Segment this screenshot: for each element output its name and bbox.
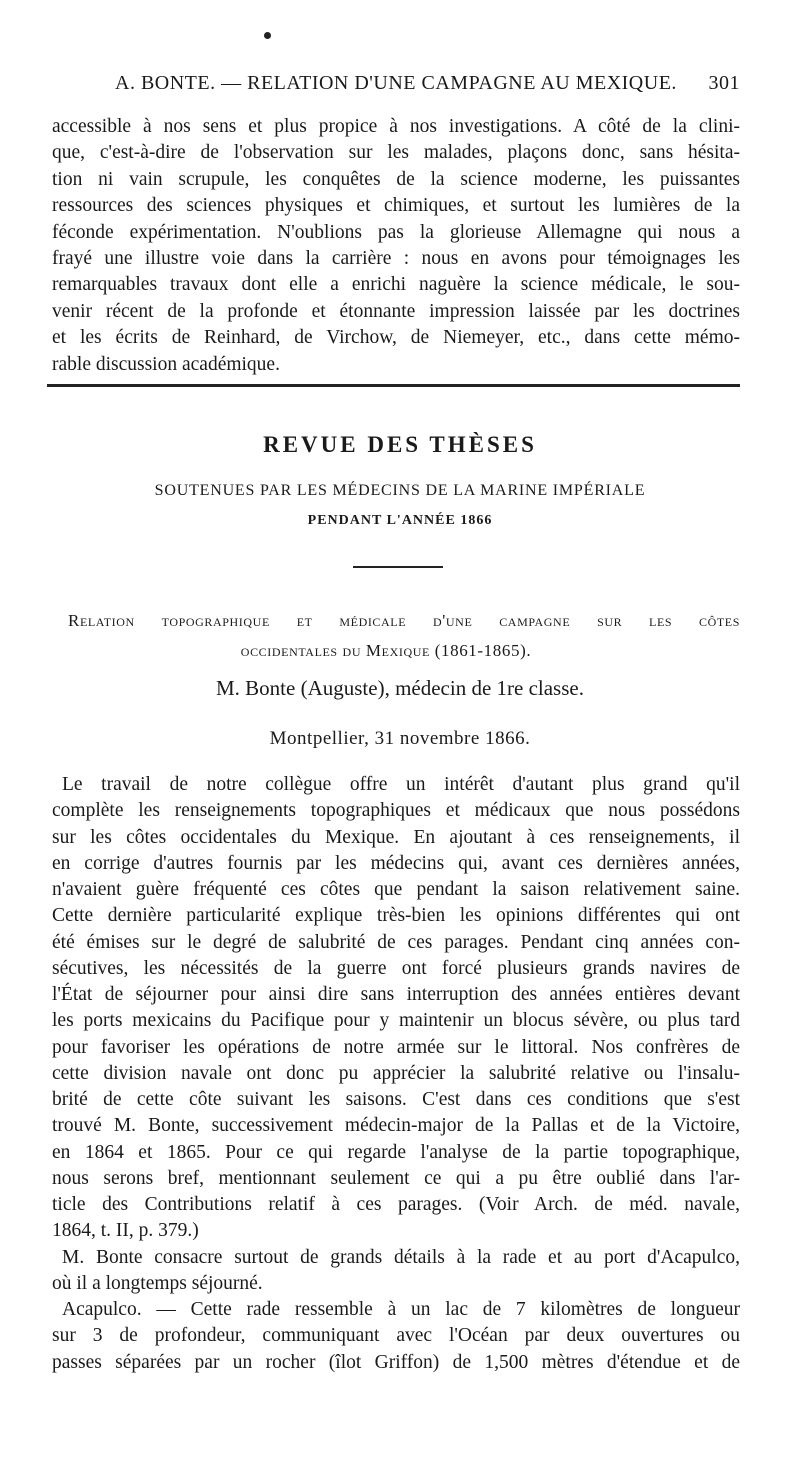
text-line: en corrige d'autres fournis par les médecins qui, avant ces dernières années, (52, 852, 740, 874)
section-title: REVUE DES THÈSES (263, 432, 537, 457)
text-line: Cette dernière particularité explique très-bien les opinions différentes qui ont (52, 905, 740, 927)
text-line: où il a longtemps séjourné. (52, 1272, 263, 1294)
text-line: frayé une illustre voie dans la carrière : nous en avons pour témoignages les (52, 248, 740, 270)
article-body (52, 772, 740, 1376)
text-line: été émises sur le degré de salubrité de ces parages. Pendant cinq années con- (52, 931, 740, 953)
text-line: ticle des Contributions relatif à ces parages. (Voir Arch. de méd. navale, (52, 1194, 740, 1215)
text-line: rable discussion académique. (52, 353, 280, 375)
text-line: l'État de séjourner pour ainsi dire sans interruption des années entières devant (52, 984, 740, 1005)
text-line: que, c'est-à-dire de l'observation sur les malades, plaçons donc, sans hésita- (52, 142, 740, 164)
ink-dot (264, 32, 271, 39)
short-divider (353, 566, 443, 568)
text-line: Le travail de notre collègue offre un intérêt d'autant plus grand qu'il (62, 774, 740, 795)
text-line: et les écrits de Reinhard, de Virchow, de Niemeyer, etc., dans cette mémo- (52, 327, 740, 349)
text-line: sur 3 de profondeur, communiquant avec l'Océan par deux ouvertures ou (52, 1325, 740, 1347)
text-line: 1864, t. II, p. 379.) (52, 1220, 199, 1242)
text-line: venir récent de la profonde et étonnante impression laissée par les doctrines (52, 300, 740, 322)
article-title-line: occidentales du Mexique (1861-1865). (240, 641, 532, 660)
text-line: brité de cette côte suivant les saisons. C'est dans ces conditions que s'est (52, 1089, 740, 1110)
section-year: PENDANT L'ANNÉE 1866 (307, 513, 493, 528)
running-header (90, 72, 740, 102)
article-title-line: Relation topographique et médicale d'une campagne sur les côtes (68, 611, 740, 630)
text-line: nous serons bref, mentionnant seulement ce qui a pu être oublié dans l'ar- (52, 1167, 740, 1189)
text-line: passes séparées par un rocher (îlot Griffon) de 1,500 mètres d'étendue et de (52, 1351, 740, 1373)
article-author: M. Bonte (Auguste), médecin de 1re classe. (216, 676, 584, 700)
text-line: Acapulco. — Cette rade ressemble à un lac de 7 kilomètres de longueur (62, 1299, 740, 1320)
section-divider (47, 384, 740, 387)
text-line: cette division navale ont donc pu apprécier la salubrité relative ou l'insalu- (52, 1062, 740, 1084)
text-line: en 1864 et 1865. Pour ce qui regarde l'analyse de la partie topographique, (52, 1141, 740, 1163)
intro-paragraph (52, 114, 740, 378)
text-line: remarquables travaux dont elle a enrichi naguère la science médicale, le sou- (52, 274, 740, 296)
text-line: ressources des sciences physiques et chimiques, et surtout les lumières de la (52, 195, 740, 217)
text-line: tion ni vain scrupule, les conquêtes de la science moderne, les puissantes (52, 168, 740, 190)
text-line: sur les côtes occidentales du Mexique. En ajoutant à ces renseignements, il (52, 826, 740, 848)
article-place-date: Montpellier, 31 novembre 1866. (269, 728, 531, 749)
text-line: trouvé M. Bonte, successivement médecin-major de la Pallas et de la Victoire, (52, 1115, 740, 1137)
page-number: 301 (708, 72, 740, 94)
text-line: complète les renseignements topographiques et médicaux que nous possédons (52, 800, 740, 822)
text-line: sécutives, les nécessités de la guerre ont forcé plusieurs grands navires de (52, 957, 740, 979)
text-line: accessible à nos sens et plus propice à nos investigations. A côté de la clini- (52, 116, 740, 137)
text-line: pour favoriser les opérations de notre armée sur le littoral. Nos confrères de (52, 1036, 740, 1058)
text-line: féconde expérimentation. N'oublions pas la glorieuse Allemagne qui nous a (52, 221, 740, 243)
running-header-title: A. BONTE. — RELATION D'UNE CAMPAGNE AU MEXIQUE. (115, 72, 677, 94)
text-line: les ports mexicains du Pacifique pour y maintenir un blocus sévère, ou plus tard (52, 1010, 740, 1032)
text-line: n'avaient guère fréquenté ces côtes que pendant la saison relativement saine. (52, 879, 740, 900)
article-title (68, 606, 740, 666)
text-line: M. Bonte consacre surtout de grands détails à la rade et au port d'Acapulco, (62, 1246, 740, 1268)
section-subtitle: SOUTENUES PAR LES MÉDECINS DE LA MARINE IMPÉRIALE (154, 482, 646, 499)
